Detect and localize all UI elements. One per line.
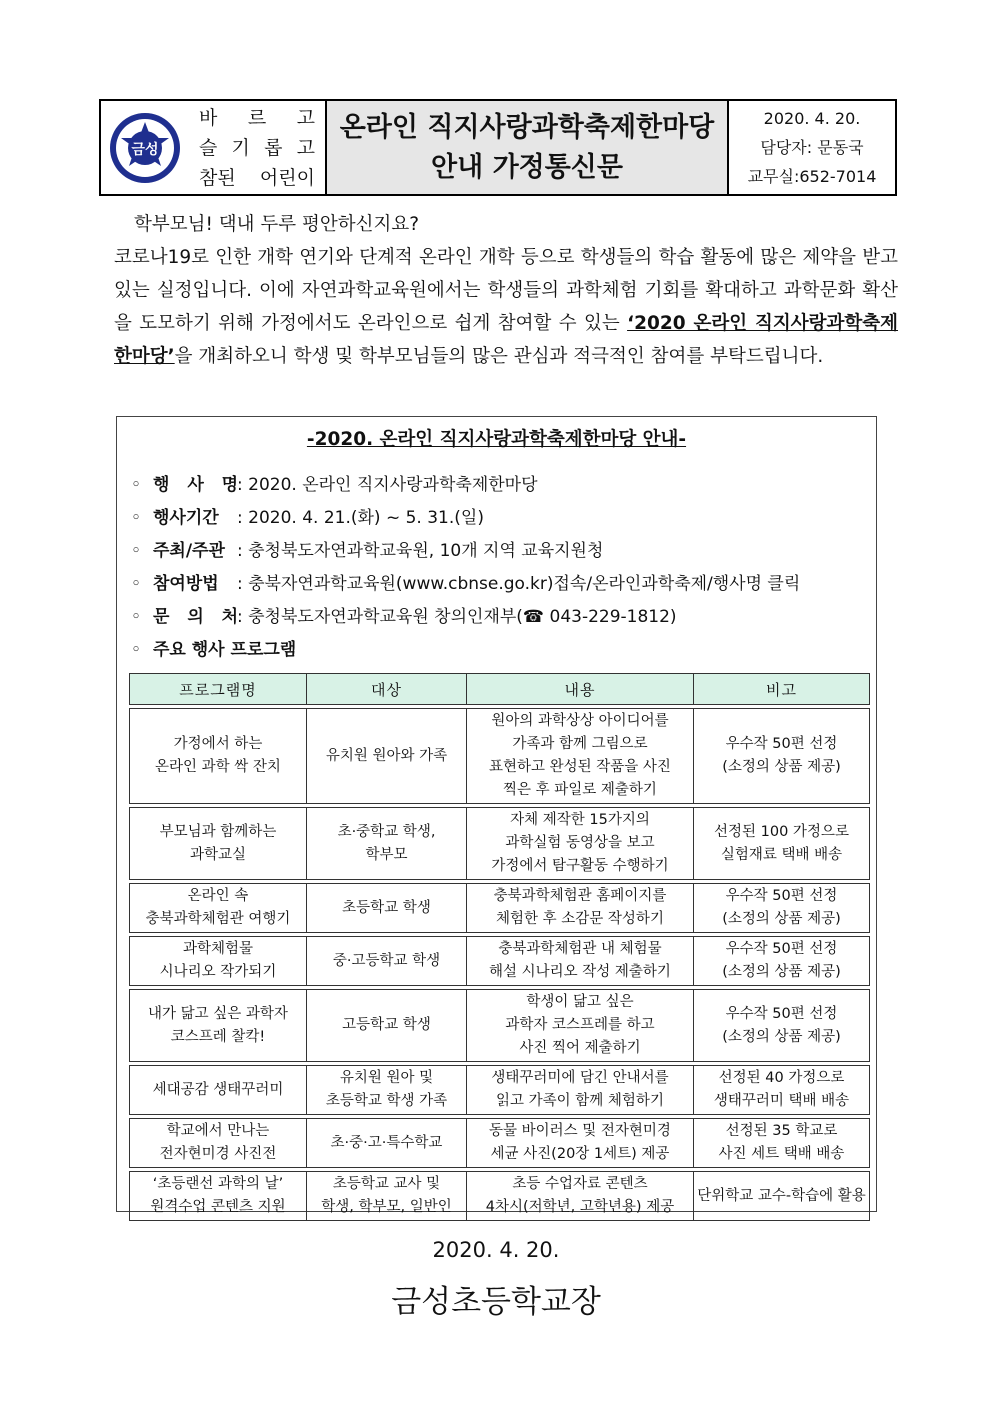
program-name-cell	[130, 884, 307, 933]
content-cell	[467, 937, 694, 986]
header-box	[99, 99, 897, 196]
cell-line: (소정의 상품 제공)	[722, 911, 841, 927]
school-motto	[181, 103, 325, 193]
cell-line: 학교에서 만나는	[166, 1123, 270, 1139]
cell-line: 선정된 100 가정으로	[714, 823, 849, 840]
cell-line: 고등학교 학생	[342, 1017, 431, 1033]
cell-line: 우수작 50편 선정	[725, 736, 838, 752]
target-cell	[307, 1119, 467, 1168]
intro-paragraph	[114, 241, 898, 373]
content-cell	[467, 990, 694, 1062]
footer-date: 2020. 4. 20.	[432, 1238, 560, 1262]
column-header: 내용	[467, 674, 694, 705]
intro-text	[114, 208, 898, 373]
cell-line: 학생이 닮고 싶은	[526, 994, 634, 1010]
cell-line: 충북과학체험관 여행기	[145, 911, 291, 927]
cell-line: 온라인 속	[187, 888, 249, 904]
header-left	[101, 101, 327, 194]
cell-line: 초·중학교 학생,	[337, 823, 436, 840]
cell-line: 원격수업 콘텐츠 지원	[150, 1199, 286, 1215]
document-title	[327, 101, 729, 194]
program-table-body	[130, 705, 870, 1221]
table-row	[130, 884, 870, 933]
bullet-icon: ◦	[131, 541, 142, 561]
content-cell	[467, 808, 694, 880]
cell-line: 표현하고 완성된 작품을 사진	[489, 759, 671, 775]
info-box-title: -2020. 온라인 직지사랑과학축제한마당 안내-	[306, 429, 687, 450]
target-cell	[307, 709, 467, 804]
detail-value: : 충청북도자연과학교육원 창의인재부(☎ 043-229-1812)	[237, 607, 677, 627]
cell-line: 코스프레 찰칵!	[170, 1028, 266, 1045]
cell-line: 해설 시나리오 작성 제출하기	[489, 964, 671, 980]
detail-row-organizer	[131, 535, 800, 568]
content-cell	[467, 1172, 694, 1221]
table-header-row	[130, 674, 870, 705]
cell-line: 세균 사진(20장 1세트) 제공	[490, 1146, 670, 1162]
detail-label: 주최/주관	[153, 541, 225, 561]
note-cell	[694, 937, 870, 986]
cell-line: 체험한 후 소감문 작성하기	[496, 911, 664, 927]
column-header: 비고	[694, 674, 870, 705]
target-cell	[307, 884, 467, 933]
content-cell	[467, 1119, 694, 1168]
target-cell	[307, 808, 467, 880]
cell-line: 유치원 원아 및	[339, 1070, 434, 1086]
note-cell	[694, 1066, 870, 1115]
cell-line: 선정된 35 학교로	[725, 1123, 838, 1139]
cell-line: 부모님과 함께하는	[159, 823, 277, 840]
content-cell	[467, 1066, 694, 1115]
header-meta	[729, 101, 895, 194]
motto-line: 슬 기 롭 고	[199, 136, 315, 159]
cell-line: 초등학교 교사 및	[332, 1176, 441, 1192]
program-heading: 주요 행사 프로그램	[153, 640, 297, 660]
target-cell	[307, 1066, 467, 1115]
cell-line: 충북과학체험관 내 체험물	[498, 941, 662, 957]
cell-line: 우수작 50편 선정	[725, 941, 838, 957]
table-row	[130, 1172, 870, 1221]
target-cell	[307, 1172, 467, 1221]
bullet-icon: ◦	[131, 640, 142, 660]
cell-line: 우수작 50편 선정	[725, 888, 838, 904]
cell-line: 중·고등학교 학생	[332, 952, 441, 969]
title-line-1: 온라인 직지사랑과학축제한마당	[339, 111, 715, 143]
cell-line: 찍은 후 파일로 제출하기	[503, 782, 657, 798]
cell-line: 선정된 40 가정으로	[718, 1070, 845, 1086]
program-name-cell	[130, 808, 307, 880]
intro-body-after: 을 개최하오니 학생 및 학부모님들의 많은 관심과 적극적인 참여를 부탁드립니다.	[174, 346, 824, 367]
event-details	[131, 469, 800, 667]
motto-line: 참된 어린이	[199, 166, 315, 189]
cell-line: 유치원 원아와 가족	[325, 747, 448, 764]
cell-line: 생태꾸러미 택배 배송	[713, 1093, 850, 1109]
table-row	[130, 709, 870, 804]
detail-row-method	[131, 568, 800, 601]
school-principal: 금성초등학교장	[391, 1284, 601, 1320]
cell-line: ‘초등랜선 과학의 날’	[152, 1176, 284, 1192]
detail-value: : 2020. 4. 21.(화) ~ 5. 31.(일)	[237, 508, 484, 528]
cell-line: 충북과학체험관 홈페이지를	[493, 888, 667, 904]
header-date: 2020. 4. 20.	[763, 109, 861, 128]
column-header: 프로그램명	[130, 674, 307, 705]
detail-row-inquiry	[131, 601, 800, 634]
note-cell	[694, 884, 870, 933]
note-cell	[694, 990, 870, 1062]
detail-label: 행 사 명	[153, 475, 245, 495]
cell-line: 과학체험물	[182, 941, 254, 957]
program-name-cell	[130, 990, 307, 1062]
cell-line: 과학교실	[189, 846, 247, 863]
title-line-2: 안내 가정통신문	[431, 151, 623, 183]
column-header: 대상	[307, 674, 467, 705]
cell-line: 전자현미경 사진전	[159, 1146, 277, 1162]
note-cell	[694, 808, 870, 880]
cell-line: 4차시(저학년, 고학년용) 제공	[485, 1199, 675, 1215]
cell-line: 초등학교 학생 가족	[325, 1093, 448, 1109]
table-row	[130, 1119, 870, 1168]
content-cell	[467, 709, 694, 804]
table-row	[130, 990, 870, 1062]
cell-line: 내가 닮고 싶은 과학자	[148, 1005, 288, 1022]
target-cell	[307, 937, 467, 986]
detail-row-period	[131, 502, 800, 535]
school-seal-logo	[109, 112, 181, 184]
detail-value: : 충북자연과학교육원(www.cbnse.go.kr)접속/온라인과학축제/행사명 클릭	[237, 574, 801, 594]
table-row	[130, 1066, 870, 1115]
cell-line: 동물 바이러스 및 전자현미경	[489, 1123, 671, 1139]
program-name-cell	[130, 937, 307, 986]
bullet-icon: ◦	[131, 607, 142, 627]
cell-line: 온라인 과학 싹 잔치	[155, 759, 281, 775]
note-cell	[694, 1172, 870, 1221]
office-phone: 교무실:652-7014	[747, 167, 877, 186]
table-row	[130, 937, 870, 986]
bullet-icon: ◦	[131, 475, 142, 495]
detail-value: : 충청북도자연과학교육원, 10개 지역 교육지원청	[237, 541, 604, 561]
detail-value: : 2020. 온라인 직지사랑과학축제한마당	[237, 475, 538, 495]
motto-line: 바 르 고	[199, 106, 315, 129]
detail-row-event-name	[131, 469, 800, 502]
bullet-icon: ◦	[131, 508, 142, 528]
note-cell	[694, 1119, 870, 1168]
detail-label: 참여방법	[153, 574, 219, 594]
cell-line: 가족과 함께 그림으로	[512, 736, 648, 752]
detail-row-programs	[131, 634, 800, 667]
cell-line: 가정에서 하는	[173, 736, 263, 752]
cell-line: 시나리오 작가되기	[159, 964, 277, 980]
cell-line: 초·중·고·특수학교	[330, 1134, 443, 1151]
note-cell	[694, 709, 870, 804]
target-cell	[307, 990, 467, 1062]
detail-label: 행사기간	[153, 508, 219, 528]
cell-line: 학부모	[365, 846, 408, 863]
event-info-box	[116, 416, 877, 1215]
cell-line: 단위학교 교수-학습에 활용	[697, 1187, 866, 1204]
cell-line: 생태꾸러미에 담긴 안내서를	[491, 1070, 669, 1086]
bullet-icon: ◦	[131, 574, 142, 594]
program-name-cell	[130, 709, 307, 804]
cell-line: 원아의 과학상상 아이디어를	[491, 713, 669, 729]
cell-line: 자체 제작한 15가지의	[510, 812, 650, 828]
cell-line: (소정의 상품 제공)	[722, 759, 841, 775]
cell-line: 실험재료 택배 배송	[720, 846, 843, 863]
cell-line: 우수작 50편 선정	[725, 1005, 838, 1022]
content-cell	[467, 884, 694, 933]
cell-line: 학생, 학부모, 일반인	[321, 1199, 452, 1215]
intro-body-before: 코로나19로 인한 개학 연기와 단계적 온라인 개학 등으로 학생들의 학습 활동에 많은 제약을 받고 있는 실정입니다. 이에 자연과학교육원에서는 학생들의 과학체험 기회를 확대하고 과학문화 확산을 도모하기 위해 가정에서도 온라인으로 쉽게 참여할 수 있는	[114, 247, 898, 334]
event-name-highlight: ‘2020 온라인 직지사랑과학축제한마당’	[114, 313, 899, 367]
cell-line: 과학자 코스프레를 하고	[505, 1017, 655, 1033]
contact-person: 담당자: 문동국	[760, 138, 864, 157]
cell-line: 읽고 가족이 함께 체험하기	[496, 1093, 664, 1109]
cell-line: 초등학교 학생	[342, 899, 431, 916]
cell-line: 세대공감 생태꾸러미	[152, 1081, 284, 1098]
cell-line: 사진 찍어 제출하기	[519, 1040, 641, 1056]
program-name-cell	[130, 1066, 307, 1115]
cell-line: 과학실험 동영상을 보고	[505, 835, 655, 851]
program-name-cell	[130, 1172, 307, 1221]
detail-label: 문 의 처	[153, 607, 245, 627]
cell-line: (소정의 상품 제공)	[722, 964, 841, 980]
seal-text: 금성	[131, 141, 159, 158]
table-row	[130, 808, 870, 880]
cell-line: 초등 수업자료 콘텐츠	[512, 1176, 648, 1192]
cell-line: 사진 세트 택배 배송	[718, 1146, 845, 1162]
program-name-cell	[130, 1119, 307, 1168]
cell-line: (소정의 상품 제공)	[722, 1028, 841, 1045]
greeting: 학부모님! 댁내 두루 평안하신지요?	[134, 214, 420, 235]
cell-line: 가정에서 탐구활동 수행하기	[491, 858, 669, 874]
program-table	[129, 673, 870, 1221]
